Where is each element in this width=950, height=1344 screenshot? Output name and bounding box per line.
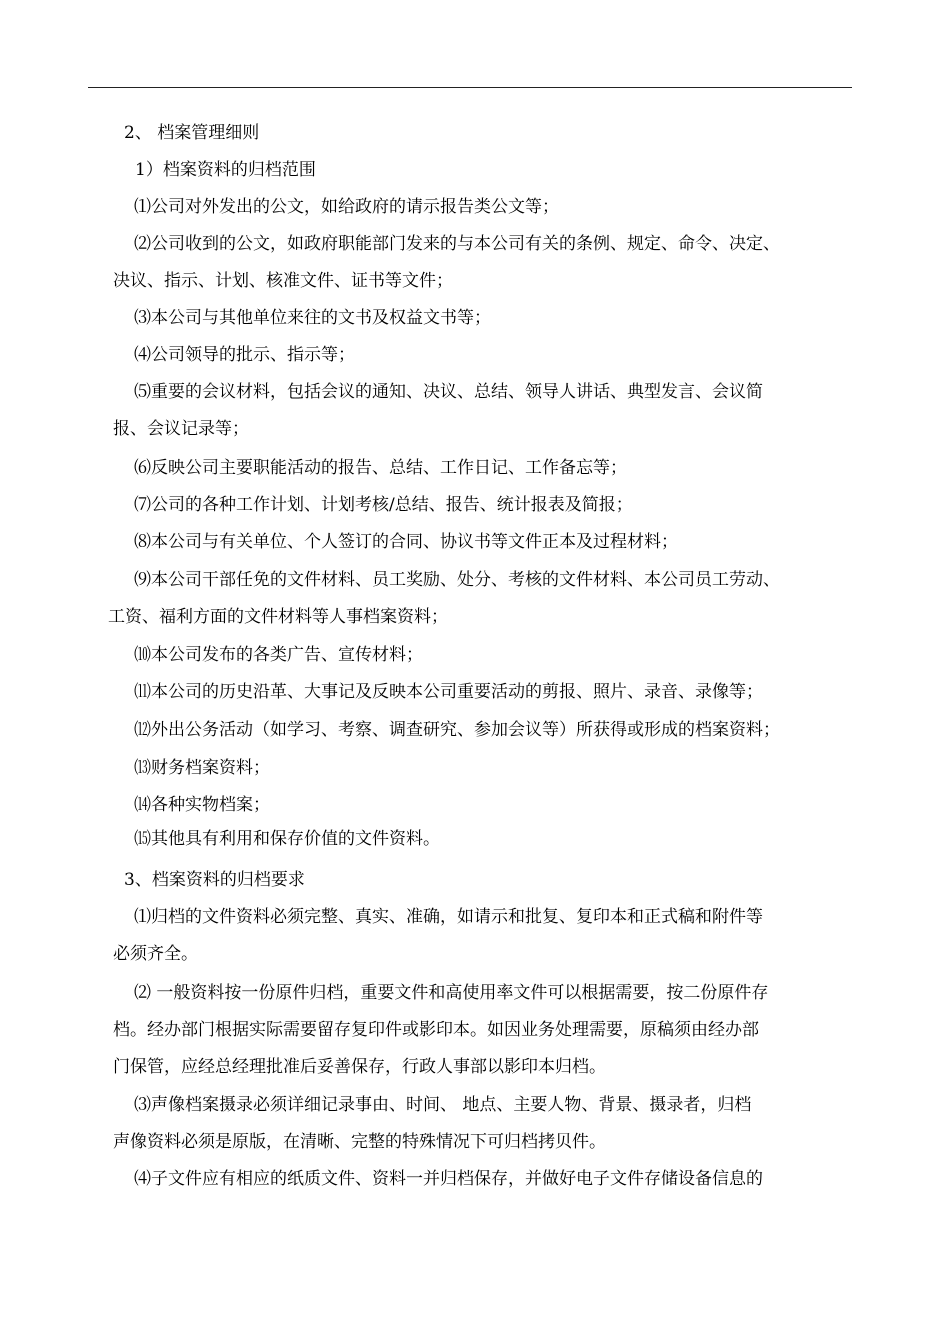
list-item: ⒀财务档案资料； bbox=[134, 758, 270, 778]
list-item: ⒂其他具有利用和保存价值的文件资料。 bbox=[134, 829, 440, 849]
list-item-continuation: 决议、指示、计划、核准文件、证书等文件； bbox=[113, 271, 453, 291]
section-heading: 3、档案资料的归档要求 bbox=[124, 870, 305, 890]
list-item: ⑵公司收到的公文，如政府职能部门发来的与本公司有关的条例、规定、命令、决定、 bbox=[134, 234, 780, 254]
list-item-continuation: 声像资料必须是原版，在清晰、完整的特殊情况下可归档拷贝件。 bbox=[113, 1132, 606, 1152]
list-item: ⑸重要的会议材料，包括会议的通知、决议、总结、领导人讲话、典型发言、会议简 bbox=[134, 382, 763, 402]
list-item: ⑶声像档案摄录必须详细记录事由、时间、 地点、主要人物、背景、摄录者，归档 bbox=[134, 1095, 752, 1115]
list-item: ⒁各种实物档案； bbox=[134, 795, 270, 815]
list-item-continuation: 报、会议记录等； bbox=[113, 419, 249, 439]
list-item: ⑶本公司与其他单位来往的文书及权益文书等； bbox=[134, 308, 491, 328]
list-item: ⑷子文件应有相应的纸质文件、资料一并归档保存，并做好电子文件存储设备信息的 bbox=[134, 1169, 763, 1189]
list-item: ⑹反映公司主要职能活动的报告、总结、工作日记、工作备忘等； bbox=[134, 458, 627, 478]
list-item: ⑵ 一般资料按一份原件归档，重要文件和高使用率文件可以根据需要，按二份原件存 bbox=[134, 983, 769, 1003]
list-item-continuation: 必须齐全。 bbox=[113, 944, 198, 964]
list-item: ⑴归档的文件资料必须完整、真实、准确，如请示和批复、复印本和正式稿和附件等 bbox=[134, 907, 763, 927]
section-heading: 2、 档案管理细则 bbox=[124, 123, 260, 143]
header-rule bbox=[88, 87, 852, 88]
list-item-continuation: 工资、福利方面的文件材料等人事档案资料； bbox=[108, 607, 448, 627]
list-item: ⑽本公司发布的各类广告、宣传材料； bbox=[134, 645, 423, 665]
list-item-continuation: 门保管，应经总经理批准后妥善保存，行政人事部以影印本归档。 bbox=[113, 1057, 606, 1077]
list-item: ⑻本公司与有关单位、个人签订的合同、协议书等文件正本及过程材料； bbox=[134, 532, 678, 552]
list-item: ⑿外出公务活动（如学习、考察、调查研究、参加会议等）所获得或形成的档案资料； bbox=[134, 720, 780, 740]
list-item: ⑺公司的各种工作计划、计划考核/总结、报告、统计报表及简报； bbox=[134, 495, 633, 515]
list-item: ⑴公司对外发出的公文，如给政府的请示报告类公文等； bbox=[134, 197, 559, 217]
list-item: ⑼本公司干部任免的文件材料、员工奖励、处分、考核的文件材料、本公司员工劳动、 bbox=[134, 570, 780, 590]
list-item: ⑷公司领导的批示、指示等； bbox=[134, 345, 355, 365]
list-item-continuation: 档。经办部门根据实际需要留存复印件或影印本。如因业务处理需要，原稿须由经办部 bbox=[113, 1020, 759, 1040]
list-item: ⑾本公司的历史沿革、大事记及反映本公司重要活动的剪报、照片、录音、录像等； bbox=[134, 682, 763, 702]
subsection-heading: 1）档案资料的归档范围 bbox=[135, 160, 316, 180]
